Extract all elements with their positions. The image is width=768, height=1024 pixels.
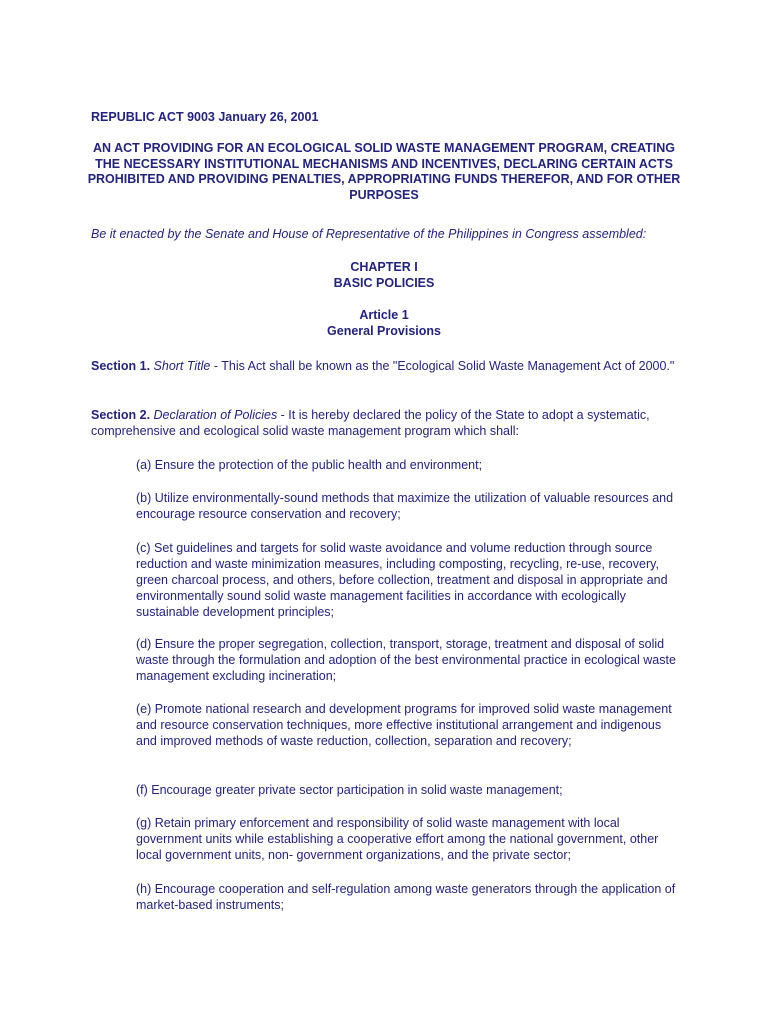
section-number: Section 2. bbox=[91, 408, 151, 422]
policy-item-a: (a) Ensure the protection of the public health and environment; bbox=[136, 458, 483, 472]
policy-item-f: (f) Encourage greater private sector participation in solid waste management; bbox=[136, 783, 563, 797]
policy-item-d: (d) Ensure the proper segregation, collection, transport, storage, treatment and disposal of solid waste through the formulation and adoption of the best environmental practice in ecological waste management excluding incineration; bbox=[136, 637, 676, 683]
policy-item-g: (g) Retain primary enforcement and responsibility of solid waste management with local government units while establishing a cooperative effort among the national government, other local government units, non- government organizations, and the private sector; bbox=[136, 816, 659, 862]
chapter-heading bbox=[0, 260, 768, 291]
policy-item-e: (e) Promote national research and development programs for improved solid waste management and resource conservation techniques, more effective institutional arrangement and indigenous and improved methods of waste reduction, collection, separation and recovery; bbox=[136, 702, 672, 748]
section-title: Short Title bbox=[153, 359, 211, 373]
article-title: General Provisions bbox=[327, 323, 441, 338]
policy-item-c: (c) Set guidelines and targets for solid waste avoidance and volume reduction through source reduction and waste minimization measures, including composting, recycling, re-use, recovery, green charcoal process, and others, before collection, treatment and disposal in appropriate and environmentally sound solid waste management facilities in accordance with ecologically sustainable development principles; bbox=[136, 541, 668, 619]
section-number: Section 1. bbox=[91, 359, 151, 373]
section-text: - It is hereby declared the policy of the State to adopt a systematic, comprehensive and ecological solid waste management program which shall: bbox=[91, 408, 650, 438]
section-1 bbox=[91, 358, 691, 374]
enacting-clause: Be it enacted by the Senate and House of Representative of the Philippines in Congress assembled: bbox=[91, 227, 647, 241]
section-title: Declaration of Policies bbox=[153, 408, 278, 422]
article-heading bbox=[0, 308, 768, 339]
policy-item-b: (b) Utilize environmentally-sound methods that maximize the utilization of valuable resources and encourage resource conservation and recovery; bbox=[136, 491, 674, 521]
act-number-heading: REPUBLIC ACT 9003 January 26, 2001 bbox=[91, 110, 319, 124]
section-2 bbox=[91, 407, 691, 439]
policy-item-h: (h) Encourage cooperation and self-regulation among waste generators through the application of market-based instruments; bbox=[136, 882, 676, 912]
article-label: Article 1 bbox=[359, 308, 409, 322]
act-subtitle: AN ACT PROVIDING FOR AN ECOLOGICAL SOLID WASTE MANAGEMENT PROGRAM, CREATING THE NECESSARY INSTITUTIONAL MECHANISMS AND INCENTIVES, DECLARING CERTAIN ACTS PROHIBITED AND PROVIDING PENALTIES, APPROPRIATING FUNDS THEREFOR, AND FOR OTHER PURPOSES bbox=[87, 141, 681, 202]
chapter-title: BASIC POLICIES bbox=[333, 275, 435, 290]
section-text: - This Act shall be known as the "Ecological Solid Waste Management Act of 2000." bbox=[210, 359, 675, 373]
chapter-label: CHAPTER I bbox=[350, 260, 418, 274]
